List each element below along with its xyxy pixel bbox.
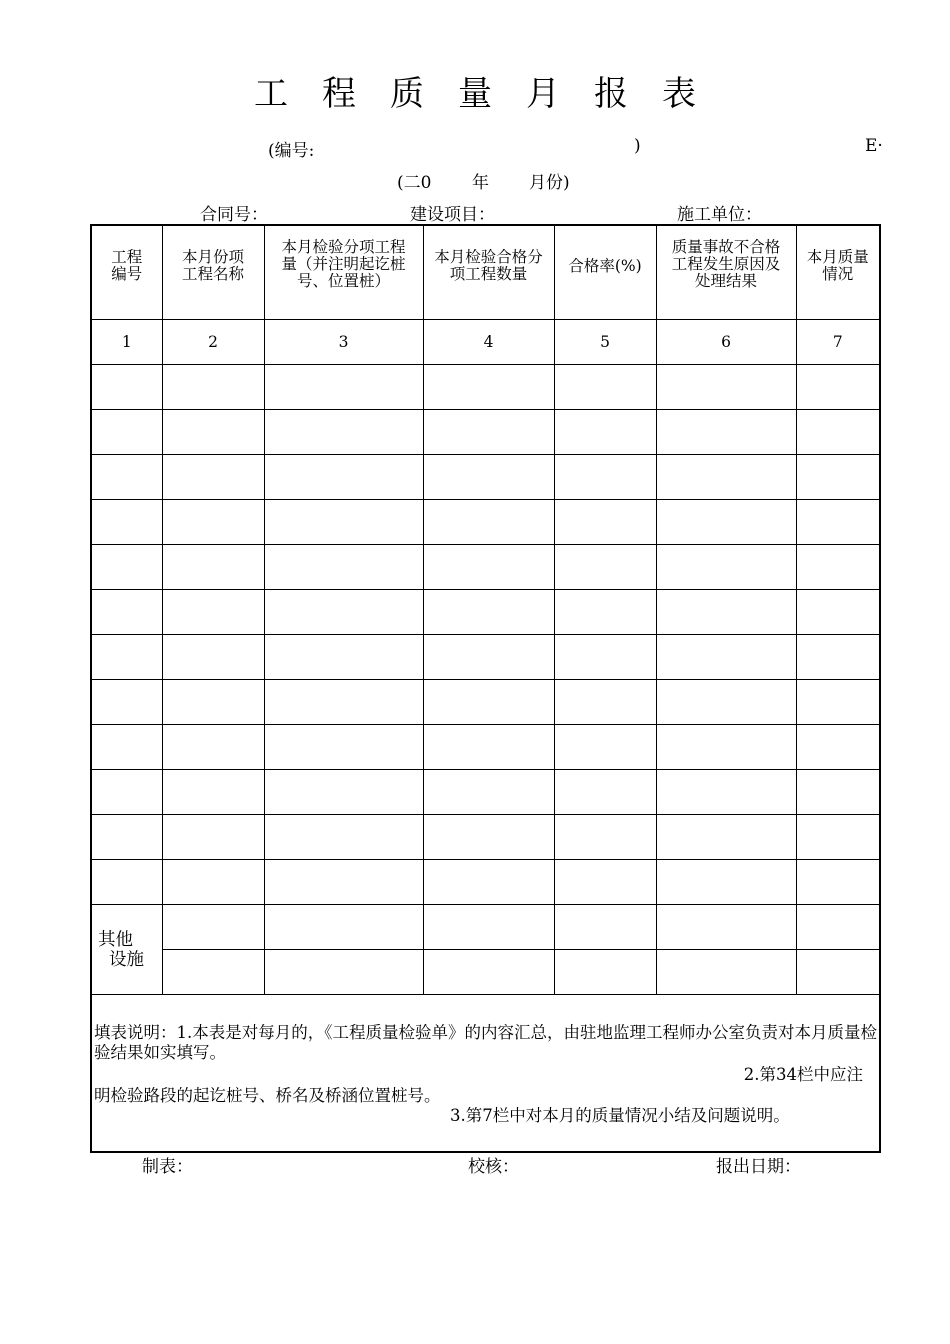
- table-row: [91, 635, 880, 680]
- table-cell[interactable]: [656, 815, 796, 860]
- table-cell[interactable]: [264, 410, 423, 455]
- column-header-label: 本月检验合格分 项工程数量: [434, 248, 543, 283]
- table-cell[interactable]: [656, 905, 796, 950]
- table-cell[interactable]: [91, 635, 162, 680]
- table-cell[interactable]: [796, 500, 880, 545]
- column-number: 1: [91, 320, 162, 365]
- notes-line-4: 3.第7栏中对本月的质量情况小结及问题说明。: [450, 1106, 790, 1125]
- table-row: [91, 455, 880, 500]
- table-cell[interactable]: [796, 770, 880, 815]
- column-number: 6: [656, 320, 796, 365]
- other-facilities-row: [91, 950, 880, 995]
- table-cell[interactable]: [554, 545, 656, 590]
- table-cell[interactable]: [162, 365, 264, 410]
- table-row: [91, 365, 880, 410]
- table-cell[interactable]: [91, 410, 162, 455]
- table-cell[interactable]: [91, 815, 162, 860]
- column-header-label: 工程 编号: [111, 248, 143, 283]
- table-cell[interactable]: [554, 590, 656, 635]
- table-cell[interactable]: [162, 770, 264, 815]
- table-cell[interactable]: [656, 410, 796, 455]
- table-cell[interactable]: [423, 860, 554, 905]
- notes-line-1: 填表说明：1.本表是对每月的，《工程质量检验单》的内容汇总，由驻地监理工程师办公室负责对本月质量检验结果如实填写。: [94, 1023, 877, 1062]
- table-cell[interactable]: [423, 590, 554, 635]
- table-cell[interactable]: [796, 635, 880, 680]
- table-cell[interactable]: [162, 950, 264, 995]
- table-cell[interactable]: [162, 860, 264, 905]
- contractor-label: 施工单位：: [677, 205, 762, 225]
- table-cell[interactable]: [796, 725, 880, 770]
- table-cell[interactable]: [656, 680, 796, 725]
- table-cell[interactable]: [91, 500, 162, 545]
- table-cell[interactable]: [162, 455, 264, 500]
- table-cell[interactable]: [554, 410, 656, 455]
- table-cell[interactable]: [796, 905, 880, 950]
- table-cell[interactable]: [162, 905, 264, 950]
- table-cell[interactable]: [656, 590, 796, 635]
- table-cell[interactable]: [796, 950, 880, 995]
- notes-line-3: 明检验路段的起讫桩号、桥名及桥涵位置桩号。: [94, 1086, 441, 1105]
- column-number: 2: [162, 320, 264, 365]
- table-cell[interactable]: [796, 860, 880, 905]
- column-header-accident-causes: [656, 225, 796, 320]
- column-header-item-name: [162, 225, 264, 320]
- table-cell[interactable]: [423, 905, 554, 950]
- table-row: [91, 815, 880, 860]
- table-cell[interactable]: [656, 770, 796, 815]
- table-cell[interactable]: [162, 545, 264, 590]
- table-cell[interactable]: [91, 590, 162, 635]
- table-cell[interactable]: [554, 455, 656, 500]
- table-cell[interactable]: [423, 680, 554, 725]
- table-cell[interactable]: [554, 950, 656, 995]
- other-facilities-label-cell: [91, 905, 162, 995]
- table-cell[interactable]: [423, 725, 554, 770]
- table-cell[interactable]: [264, 545, 423, 590]
- column-number: 5: [554, 320, 656, 365]
- table-cell[interactable]: [91, 455, 162, 500]
- project-label: 建设项目：: [410, 205, 495, 225]
- table-cell[interactable]: [656, 860, 796, 905]
- table-cell[interactable]: [423, 500, 554, 545]
- table-cell[interactable]: [162, 680, 264, 725]
- table-cell[interactable]: [264, 500, 423, 545]
- notes-line-2: 2.第34栏中应注: [743, 1065, 863, 1084]
- table-cell[interactable]: [91, 725, 162, 770]
- table-cell[interactable]: [554, 635, 656, 680]
- table-cell[interactable]: [162, 410, 264, 455]
- prepared-by-label: 制表：: [142, 1157, 193, 1177]
- table-cell[interactable]: [162, 815, 264, 860]
- report-date-label: 报出日期：: [716, 1157, 801, 1177]
- column-number-row: [91, 320, 880, 365]
- table-cell[interactable]: [264, 950, 423, 995]
- table-cell[interactable]: [796, 365, 880, 410]
- table-cell[interactable]: [554, 905, 656, 950]
- column-header-pass-rate: [554, 225, 656, 320]
- table-cell[interactable]: [162, 725, 264, 770]
- other-facilities-row: [91, 905, 880, 950]
- table-row: [91, 410, 880, 455]
- serial-number-open: (编号:: [268, 141, 315, 161]
- column-header-label: 本月质量 情况: [806, 248, 869, 283]
- table-cell[interactable]: [796, 545, 880, 590]
- form-code: E·: [865, 136, 883, 156]
- column-header-monthly-quality: [796, 225, 880, 320]
- table-cell[interactable]: [264, 905, 423, 950]
- table-cell[interactable]: [91, 680, 162, 725]
- table-cell[interactable]: [423, 635, 554, 680]
- table-cell[interactable]: [554, 815, 656, 860]
- column-header-qualified-quantity: [423, 225, 554, 320]
- table-row: [91, 680, 880, 725]
- table-cell[interactable]: [264, 815, 423, 860]
- other-facilities-label: 设施: [109, 949, 144, 970]
- table-row: [91, 590, 880, 635]
- table-cell[interactable]: [162, 635, 264, 680]
- table-cell[interactable]: [796, 680, 880, 725]
- column-header-label: 本月份项 工程名称: [181, 248, 244, 283]
- table-cell[interactable]: [554, 500, 656, 545]
- table-cell[interactable]: [656, 500, 796, 545]
- column-number: 3: [264, 320, 423, 365]
- period-month: 月份): [529, 173, 570, 193]
- table-cell[interactable]: [656, 455, 796, 500]
- table-cell[interactable]: [423, 455, 554, 500]
- table-cell[interactable]: [423, 815, 554, 860]
- serial-number-close: ): [634, 136, 641, 156]
- column-number: 7: [796, 320, 880, 365]
- checked-by-label: 校核：: [468, 1157, 519, 1177]
- column-header-inspected-quantity: [264, 225, 423, 320]
- table-cell[interactable]: [656, 950, 796, 995]
- table-cell[interactable]: [264, 455, 423, 500]
- notes-row: [91, 995, 880, 1153]
- table-cell[interactable]: [554, 725, 656, 770]
- page-title: 工程质量月报表: [254, 74, 730, 114]
- table-cell[interactable]: [423, 365, 554, 410]
- table-cell[interactable]: [656, 725, 796, 770]
- table-cell[interactable]: [656, 365, 796, 410]
- table-cell[interactable]: [264, 860, 423, 905]
- table-row: [91, 860, 880, 905]
- other-facilities-label: 其他: [98, 929, 133, 950]
- table-cell[interactable]: [554, 365, 656, 410]
- period-prefix: (二0: [397, 173, 432, 193]
- table-cell[interactable]: [91, 545, 162, 590]
- table-cell[interactable]: [264, 590, 423, 635]
- table-cell[interactable]: [796, 590, 880, 635]
- table-cell[interactable]: [423, 950, 554, 995]
- quality-report-table: [90, 224, 881, 1153]
- table-cell[interactable]: [554, 680, 656, 725]
- table-cell[interactable]: [796, 815, 880, 860]
- table-cell[interactable]: [796, 455, 880, 500]
- column-header-label: 合格率(%): [568, 257, 642, 275]
- table-cell[interactable]: [162, 500, 264, 545]
- column-number: 4: [423, 320, 554, 365]
- table-cell[interactable]: [264, 635, 423, 680]
- table-row: [91, 500, 880, 545]
- table-cell[interactable]: [91, 365, 162, 410]
- contract-number-label: 合同号：: [200, 205, 268, 225]
- table-cell[interactable]: [264, 680, 423, 725]
- column-header-item-no: [91, 225, 162, 320]
- table-cell[interactable]: [264, 725, 423, 770]
- column-header-label: 本月检验分项工程 量（并注明起讫桩 号、位置桩）: [281, 238, 406, 290]
- table-row: [91, 725, 880, 770]
- table-cell[interactable]: [656, 635, 796, 680]
- table-cell[interactable]: [554, 860, 656, 905]
- notes-cell: [91, 995, 880, 1153]
- table-cell[interactable]: [91, 770, 162, 815]
- table-cell[interactable]: [423, 410, 554, 455]
- table-cell[interactable]: [264, 770, 423, 815]
- table-header-row: [91, 225, 880, 320]
- table-cell[interactable]: [656, 545, 796, 590]
- table-row: [91, 545, 880, 590]
- table-row: [91, 770, 880, 815]
- table-cell[interactable]: [423, 545, 554, 590]
- column-header-label: 质量事故不合格 工程发生原因及 处理结果: [671, 238, 781, 290]
- table-cell[interactable]: [264, 365, 423, 410]
- table-cell[interactable]: [796, 410, 880, 455]
- table-cell[interactable]: [162, 590, 264, 635]
- table-cell[interactable]: [423, 770, 554, 815]
- table-cell[interactable]: [91, 860, 162, 905]
- table-cell[interactable]: [554, 770, 656, 815]
- period-year: 年: [472, 173, 489, 193]
